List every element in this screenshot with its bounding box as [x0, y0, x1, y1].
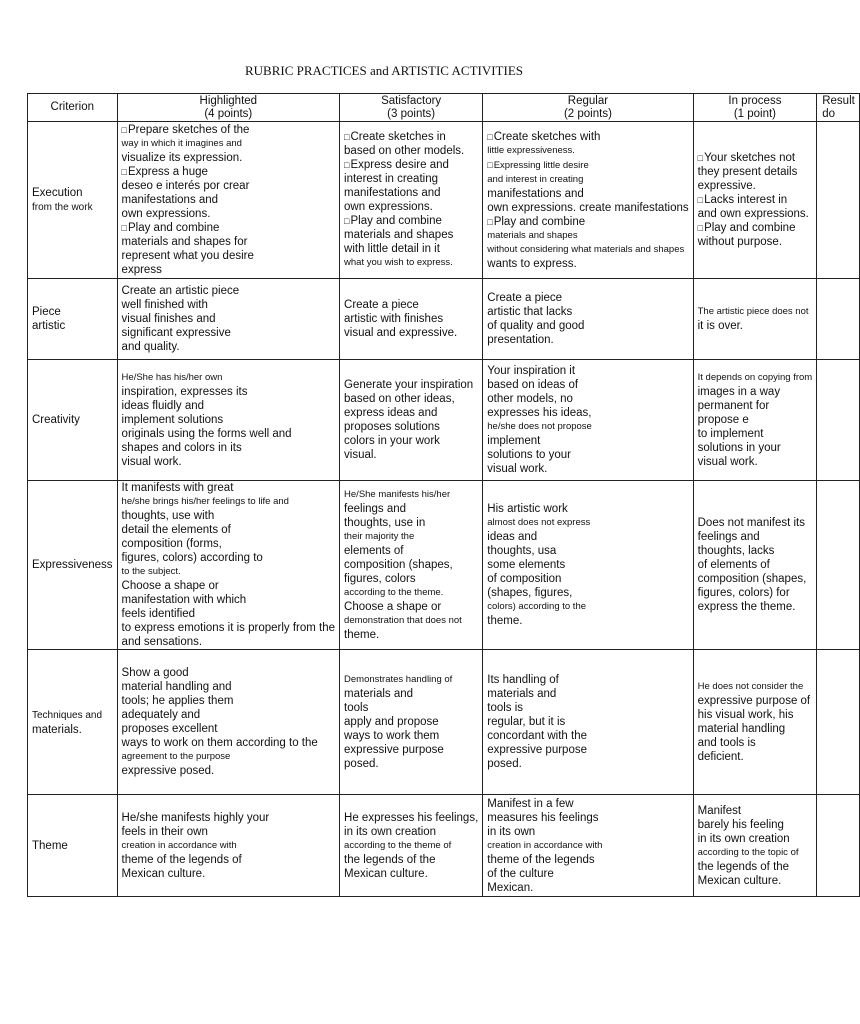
cell-expressiveness-regular: His artistic work almost does not express ideas and thoughts, usa some elements of composition (shapes, figures, colors) according to the theme.	[483, 481, 693, 650]
header-satisfactory: Satisfactory (3 points)	[340, 94, 483, 122]
cell-execution-satisfactory: □ Create sketches in based on other models. □ Express desire and interest in creating manifestations and own expressions. □ Play and combine materials and shapes with little detail in it what you wish to express.	[340, 122, 483, 279]
row-expressiveness	[28, 481, 860, 650]
criterion-execution: Execution from the work	[28, 122, 118, 279]
cell-execution-result	[817, 122, 860, 279]
criterion-techniques: Techniques and materials.	[28, 650, 118, 795]
criterion-theme: Theme	[28, 795, 118, 897]
header-in-process: In process (1 point)	[693, 94, 817, 122]
document-title: RUBRIC PRACTICES and ARTISTIC ACTIVITIES	[244, 63, 523, 78]
header-criterion: Criterion	[28, 94, 118, 122]
cell-theme-result	[817, 795, 860, 897]
criterion-expressiveness: Expressiveness	[28, 481, 118, 650]
cell-theme-regular: Manifest in a few measures his feelings in its own creation in accordance with theme of the legends of the culture Mexican.	[483, 795, 693, 897]
cell-theme-highlighted: He/she manifests highly your feels in their own creation in accordance with theme of the legends of Mexican culture.	[117, 795, 339, 897]
cell-techniques-highlighted: Show a good material handling and tools; he applies them adequately and proposes excellent ways to work on them according to the agreement to the purpose expressive posed.	[117, 650, 339, 795]
cell-expressiveness-result	[817, 481, 860, 650]
cell-piece-highlighted: Create an artistic piece well finished with visual finishes and significant expressive and quality.	[117, 279, 339, 360]
cell-execution-highlighted: □ Prepare sketches of the way in which it imagines and visualize its expression. □ Express a huge deseo e interés por crear manifestations and own expressions. □ Play and combine materials and shapes for represent what you desire express	[117, 122, 339, 279]
row-theme	[28, 795, 860, 897]
cell-techniques-in-process: He does not consider the expressive purpose of his visual work, his material handling and tools is deficient.	[693, 650, 817, 795]
cell-techniques-result	[817, 650, 860, 795]
cell-piece-satisfactory: Create a piece artistic with finishes visual and expressive.	[340, 279, 483, 360]
header-highlighted: Highlighted (4 points)	[117, 94, 339, 122]
row-piece-artistic	[28, 279, 860, 360]
row-creativity	[28, 360, 860, 481]
cell-execution-in-process: □ Your sketches not they present details expressive. □ Lacks interest in and own expressions. □ Play and combine without purpose.	[693, 122, 817, 279]
cell-execution-regular: □ Create sketches with little expressiveness. □ Expressing little desire and interest in creating manifestations and own expressions. create manifestations □ Play and combine materials and shapes without considering what materials and shapes wants to express.	[483, 122, 693, 279]
cell-creativity-satisfactory: Generate your inspiration based on other ideas, express ideas and proposes solutions colors in your work visual.	[340, 360, 483, 481]
criterion-piece-artistic: Piece artistic	[28, 279, 118, 360]
cell-creativity-highlighted: He/She has his/her own inspiration, expresses its ideas fluidly and implement solutions originals using the forms well and shapes and colors in its visual work.	[117, 360, 339, 481]
row-execution	[28, 122, 860, 279]
cell-piece-regular: Create a piece artistic that lacks of quality and good presentation.	[483, 279, 693, 360]
cell-theme-in-process: Manifest barely his feeling in its own creation according to the topic of the legends of the Mexican culture.	[693, 795, 817, 897]
cell-piece-result	[817, 279, 860, 360]
header-result: Result do	[817, 94, 860, 122]
row-techniques	[28, 650, 860, 795]
header-row	[28, 94, 860, 122]
rubric-table	[27, 93, 860, 897]
cell-creativity-regular: Your inspiration it based on ideas of other models, no expresses his ideas, he/she does not propose implement solutions to your visual work.	[483, 360, 693, 481]
criterion-creativity: Creativity	[28, 360, 118, 481]
cell-theme-satisfactory: He expresses his feelings, in its own creation according to the theme of the legends of the Mexican culture.	[340, 795, 483, 897]
cell-techniques-regular: Its handling of materials and tools is regular, but it is concordant with the expressive purpose posed.	[483, 650, 693, 795]
cell-expressiveness-in-process: Does not manifest its feelings and thoughts, lacks of elements of composition (shapes, figures, colors) for express the theme.	[693, 481, 817, 650]
cell-piece-in-process: The artistic piece does not it is over.	[693, 279, 817, 360]
cell-creativity-in-process: It depends on copying from images in a way permanent for propose e to implement solutions in your visual work.	[693, 360, 817, 481]
header-regular: Regular (2 points)	[483, 94, 693, 122]
cell-techniques-satisfactory: Demonstrates handling of materials and tools apply and propose ways to work them expressive purpose posed.	[340, 650, 483, 795]
cell-expressiveness-highlighted: It manifests with great he/she brings his/her feelings to life and thoughts, use with detail the elements of composition (forms, figures, colors) according to to the subject. Choose a shape or manifestation with which feels identified to express emotions it is properly from the and sensations.	[117, 481, 339, 650]
cell-creativity-result	[817, 360, 860, 481]
cell-expressiveness-satisfactory: He/She manifests his/her feelings and thoughts, use in their majority the elements of composition (shapes, figures, colors according to the theme. Choose a shape or demonstration that does not theme.	[340, 481, 483, 650]
